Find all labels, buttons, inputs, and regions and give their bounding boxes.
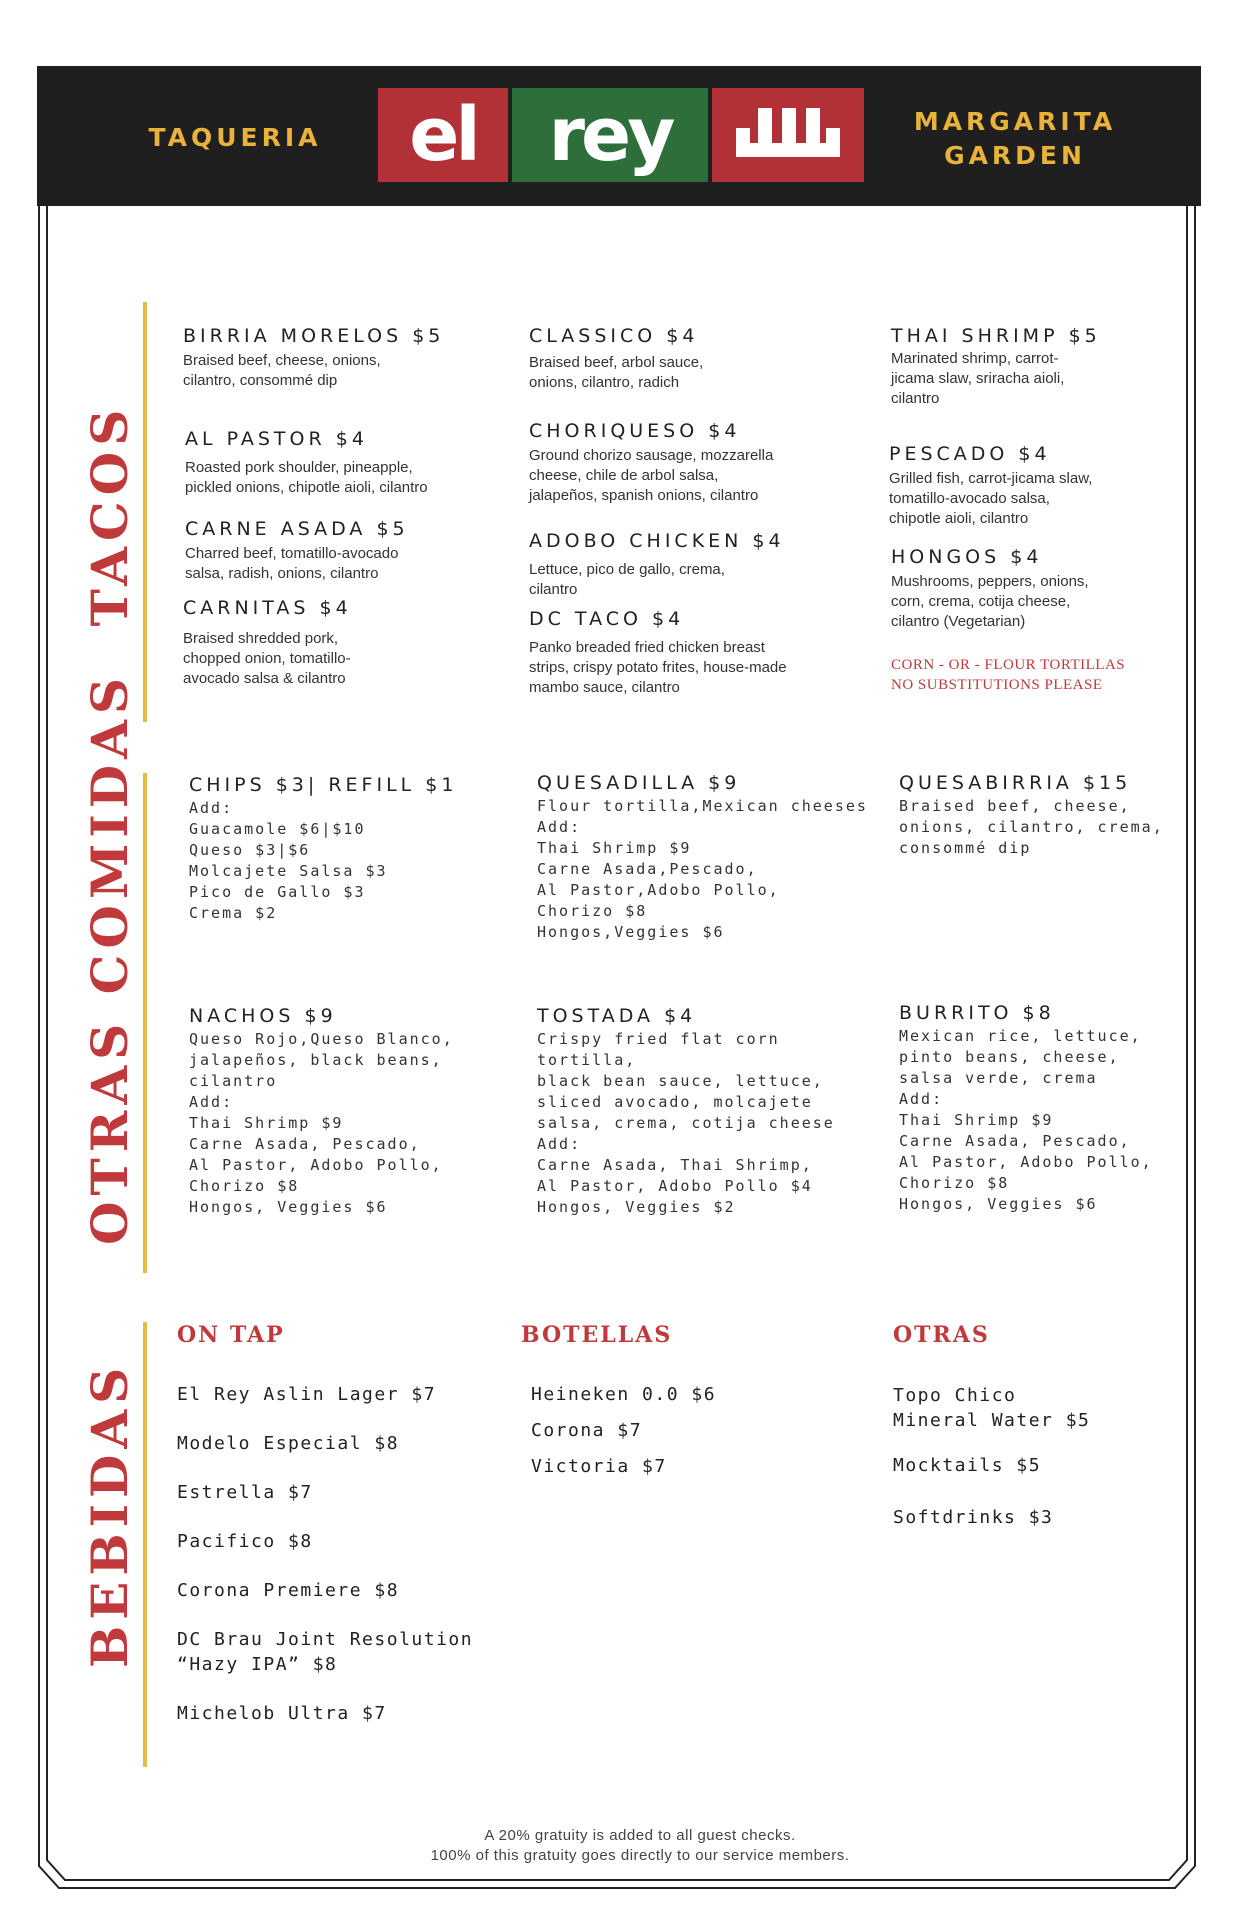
taco-name: AL PASTOR $4 xyxy=(185,428,368,450)
taco-name: HONGOS $4 xyxy=(891,546,1043,568)
taco-item xyxy=(529,608,869,698)
drink-item: Mocktails $5 xyxy=(893,1455,1042,1476)
taco-item xyxy=(529,530,869,600)
gratuity-line-2: 100% of this gratuity goes directly to our service members. xyxy=(430,1847,850,1864)
logo-art xyxy=(378,88,864,182)
gratuity-line-1: A 20% gratuity is added to all guest checks. xyxy=(484,1827,796,1844)
taqueria-label: TAQUERIA xyxy=(148,123,322,152)
drink-item: Pacifico $8 xyxy=(177,1531,313,1552)
comida-item xyxy=(189,1005,509,1218)
taco-name: CARNITAS $4 xyxy=(183,597,352,619)
taco-item xyxy=(529,420,869,506)
comida-name: QUESABIRRIA $15 xyxy=(899,772,1132,794)
tacos-divider xyxy=(143,302,147,722)
taco-item xyxy=(891,546,1181,632)
comida-desc: Add: Guacamole $6|$10 Queso $3|$6 Molcajete Salsa $3 Pico de Gallo $3 Crema $2 xyxy=(189,799,388,922)
taco-name: DC TACO $4 xyxy=(529,608,685,630)
comida-item xyxy=(189,774,509,924)
taco-name: ADOBO CHICKEN $4 xyxy=(529,530,785,552)
garden-line: GARDEN xyxy=(944,141,1086,170)
comida-desc: Braised beef, cheese, onions, cilantro, crema, consommé dip xyxy=(899,797,1164,857)
drink-item: Michelob Ultra $7 xyxy=(177,1703,387,1724)
taco-item xyxy=(183,597,503,689)
drink-item: El Rey Aslin Lager $7 xyxy=(177,1384,437,1405)
comida-desc: Crispy fried flat corn tortilla, black bean sauce, lettuce, sliced avocado, molcajete salsa, crema, cotija cheese Add: Carne Asada, Thai Shrimp, Al Pastor, Adobo Pollo $4 Hongos, Veggies $2 xyxy=(537,1030,835,1216)
on-tap-list xyxy=(177,1382,507,1726)
taco-item xyxy=(185,428,505,498)
el-rey-logo xyxy=(378,88,864,182)
comida-desc: Flour tortilla,Mexican cheeses Add: Thai Shrimp $9 Carne Asada,Pescado, Al Pastor,Adobo Pollo, Chorizo $8 Hongos,Veggies $6 xyxy=(537,797,868,941)
taco-item xyxy=(185,518,505,584)
taco-desc: Marinated shrimp, carrot- jicama slaw, sriracha aioli, cilantro xyxy=(891,350,1065,407)
drink-item: Victoria $7 xyxy=(531,1456,667,1477)
taco-desc: Panko breaded fried chicken breast strips, crispy potato frites, house-made mambo sauce, cilantro xyxy=(529,639,787,696)
drink-item: Softdrinks $3 xyxy=(893,1507,1054,1528)
taco-desc: Lettuce, pico de gallo, crema, cilantro xyxy=(529,561,725,598)
drink-item: DC Brau Joint Resolution “Hazy IPA” $8 xyxy=(177,1629,474,1675)
otras-heading: OTRAS xyxy=(893,1322,990,1348)
otras-comidas-section-title: OTRAS COMIDAS xyxy=(80,672,139,1245)
drink-item: Corona $7 xyxy=(531,1420,643,1441)
otras-list xyxy=(893,1383,1183,1530)
drink-item: Corona Premiere $8 xyxy=(177,1580,400,1601)
comida-item xyxy=(899,1002,1189,1215)
taco-desc: Braised beef, arbol sauce, onions, cilantro, radich xyxy=(529,354,704,391)
taco-desc: Charred beef, tomatillo-avocado salsa, radish, onions, cilantro xyxy=(185,545,399,582)
taco-desc: Ground chorizo sausage, mozzarella cheese, chile de arbol salsa, jalapeños, spanish onions, cilantro xyxy=(529,447,774,504)
taco-name: THAI SHRIMP $5 xyxy=(891,325,1101,347)
drink-item: Topo Chico Mineral Water $5 xyxy=(893,1385,1091,1431)
drink-item: Heineken 0.0 $6 xyxy=(531,1384,717,1405)
taco-item xyxy=(889,443,1179,529)
comida-name: TOSTADA $4 xyxy=(537,1005,697,1027)
bebidas-divider xyxy=(143,1322,147,1767)
comida-item xyxy=(899,772,1189,859)
drink-item: Estrella $7 xyxy=(177,1482,313,1503)
taco-name: CLASSICO $4 xyxy=(529,325,699,347)
comida-name: BURRITO $8 xyxy=(899,1002,1055,1024)
taco-name: BIRRIA MORELOS $5 xyxy=(183,325,445,347)
logo-rey: rey xyxy=(548,92,672,178)
botellas-list xyxy=(531,1382,831,1479)
comida-name: NACHOS $9 xyxy=(189,1005,337,1027)
comida-name: CHIPS $3| REFILL $1 xyxy=(189,774,458,796)
taco-name: CARNE ASADA $5 xyxy=(185,518,409,540)
taco-desc: Mushrooms, peppers, onions, corn, crema, cotija cheese, cilantro (Vegetarian) xyxy=(891,573,1089,630)
taco-item xyxy=(891,325,1181,409)
botellas-heading: BOTELLAS xyxy=(521,1322,673,1348)
taco-item xyxy=(183,325,503,391)
margarita-garden-label xyxy=(900,105,1130,173)
taco-desc: Roasted pork shoulder, pineapple, pickled onions, chipotle aioli, cilantro xyxy=(185,459,428,496)
comida-item xyxy=(537,772,877,943)
taco-item xyxy=(529,325,869,393)
taco-desc: Braised shredded pork, chopped onion, tomatillo- avocado salsa & cilantro xyxy=(183,630,351,687)
comida-name: QUESADILLA $9 xyxy=(537,772,741,794)
tortilla-note: CORN - OR - FLOUR TORTILLAS NO SUBSTITUTIONS PLEASE xyxy=(891,657,1126,693)
drink-item: Modelo Especial $8 xyxy=(177,1433,400,1454)
comida-item xyxy=(537,1005,877,1218)
taco-name: PESCADO $4 xyxy=(889,443,1051,465)
gratuity-note xyxy=(300,1826,980,1866)
logo-el: el xyxy=(409,92,477,178)
comida-desc: Mexican rice, lettuce, pinto beans, cheese, salsa verde, crema Add: Thai Shrimp $9 Carne Asada, Pescado, Al Pastor, Adobo Pollo, Chorizo $8 Hongos, Veggies $6 xyxy=(899,1027,1153,1213)
taco-desc: Grilled fish, carrot-jicama slaw, tomatillo-avocado salsa, chipotle aioli, cilantro xyxy=(889,470,1093,527)
taco-name: CHORIQUESO $4 xyxy=(529,420,741,442)
bebidas-section-title: BEBIDAS xyxy=(80,1361,139,1668)
comida-desc: Queso Rojo,Queso Blanco, jalapeños, black beans, cilantro Add: Thai Shrimp $9 Carne Asada, Pescado, Al Pastor, Adobo Pollo, Chorizo $8 Hongos, Veggies $6 xyxy=(189,1030,454,1216)
tacos-section-title: TACOS xyxy=(80,403,139,627)
on-tap-heading: ON TAP xyxy=(177,1322,285,1348)
margarita-line: MARGARITA xyxy=(913,107,1117,136)
taco-desc: Braised beef, cheese, onions, cilantro, consommé dip xyxy=(183,352,381,389)
otras-comidas-divider xyxy=(143,773,147,1273)
